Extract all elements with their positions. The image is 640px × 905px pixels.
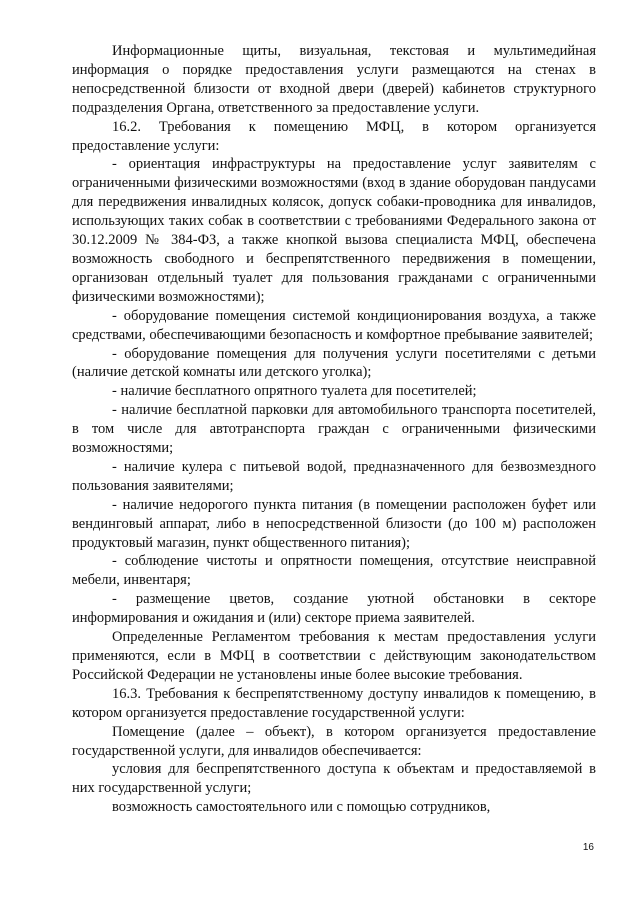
paragraph-air-conditioning: - оборудование помещения системой кондиционирования воздуха, а также средствами, обеспечивающими безопасность и комфортное пребывание заявителей; [72,307,596,343]
paragraph-water-cooler: - наличие кулера с питьевой водой, предназначенного для безвозмездного пользования заявителями; [72,458,596,494]
paragraph-cleanliness: - соблюдение чистоты и опрятности помещения, отсутствие неисправной мебели, инвентаря; [72,553,596,589]
paragraph-food-point: - наличие недорогого пункта питания (в помещении расположен буфет или вендинговый аппарат, либо в непосредственной близости (до 100 м) расположен продуктовый магазин, пункт общественного питания); [72,496,596,551]
paragraph-toilet: - наличие бесплатного опрятного туалета для посетителей; [112,383,477,400]
page-number: 16 [582,842,594,853]
paragraph-flowers: - размещение цветов, создание уютной обстановки в секторе информирования и ожидания и (или) секторе приема заявителей. [72,591,596,627]
paragraph-infrastructure: - ориентация инфраструктуры на предоставление услуг заявителям с ограниченными физическими возможностями (вход в здание оборудован пандусами для передвижения инвалидных колясок, допуск собаки-проводника для инвалидов, использующих таких собак в соответствии с требованиями Федерального закона от 30.12.2009 № 384-ФЗ, а также кнопкой вызова специалиста МФЦ, обеспечена возможность свободного и беспрепятственного передвижения в помещении, организован отдельный туалет для пользования гражданами с ограниченными физическими возможностями); [72,156,596,305]
paragraph-parking: - наличие бесплатной парковки для автомобильного транспорта посетителей, в том числе для автотранспорта граждан с ограниченными физическими возможностями; [72,402,596,457]
paragraph-regulation-requirements: Определенные Регламентом требования к местам предоставления услуги применяются, если в МФЦ в соответствии с действующим законодательством Российской Федерации не установлены иные более высокие требования. [72,629,596,683]
paragraph-object-definition: Помещение (далее – объект), в котором организуется предоставление государственной услуги, для инвалидов обеспечивается: [72,723,596,759]
paragraph-independent-movement: возможность самостоятельного или с помощью сотрудников, [112,799,491,816]
paragraph-children-room: - оборудование помещения для получения услуги посетителями с детьми (наличие детской комнаты или детского уголка); [72,345,596,381]
document-body [72,42,596,817]
paragraph-16-3-heading: 16.3. Требования к беспрепятственному доступу инвалидов к помещению, в котором организуется предоставление государственной услуги: [72,685,596,721]
paragraph-access-conditions: условия для беспрепятственного доступа к объектам и предоставляемой в них государственной услуги; [72,761,596,797]
paragraph-16-2-heading: 16.2. Требования к помещению МФЦ, в котором организуется предоставление услуги: [72,118,596,154]
paragraph-info-boards: Информационные щиты, визуальная, текстовая и мультимедийная информация о порядке предоставления услуги размещаются на стенах в непосредственной близости от входной двери (дверей) кабинетов структурного подразделения Органа, ответственного за предоставление услуги. [72,43,596,116]
